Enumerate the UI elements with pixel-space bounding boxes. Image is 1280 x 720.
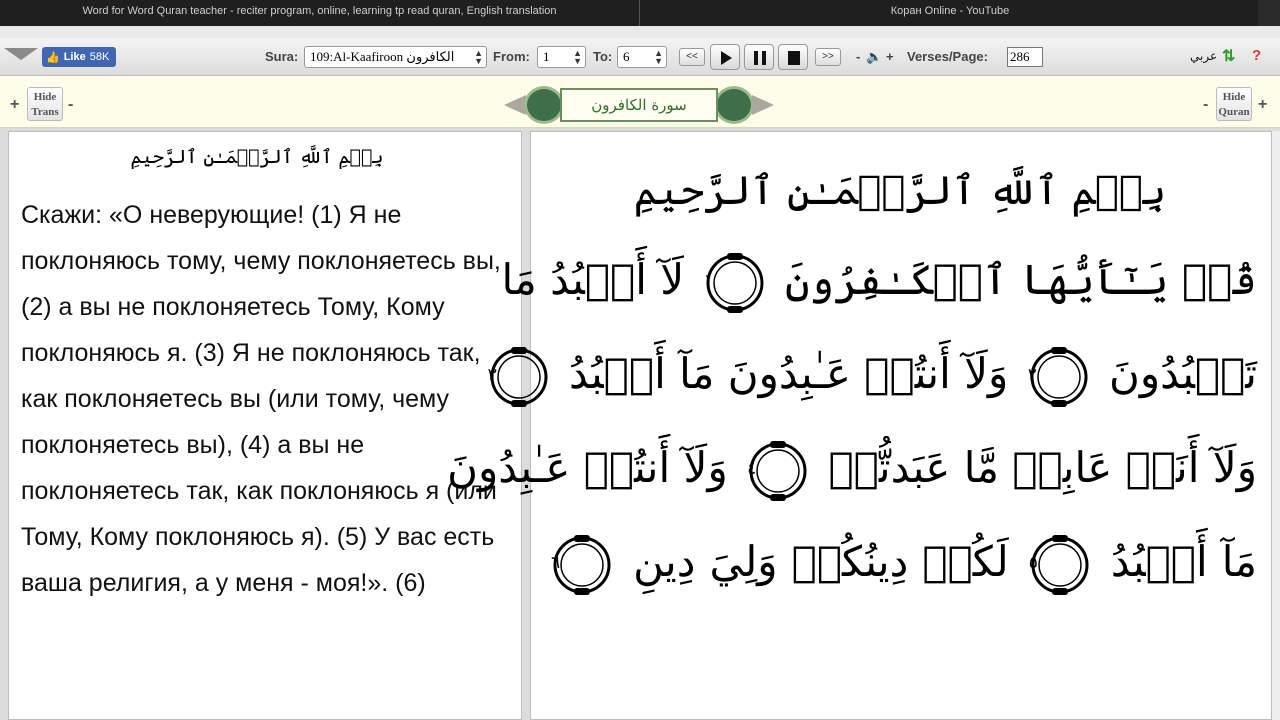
ornament-left-icon: [504, 95, 526, 115]
translation-text: Скажи: «О неверующие! (1) Я не поклоняюсь тому, чему поклоняетесь вы, (2) а вы не поклоняетесь Тому, Кому поклоняюсь я. (3) Я не поклоняюсь так, как поклоняетесь вы (или тому, чему поклоняетесь вы), (4) а вы не поклоняетесь так, как поклоняюсь я (или Тому, Кому поклоняюсь я). (5) У вас есть ваша религия, а у меня - моя!». (6): [21, 201, 501, 597]
quran-font-increase-button[interactable]: +: [1258, 96, 1268, 113]
verse-number-marker[interactable]: [747, 440, 809, 502]
like-count: 58K: [89, 51, 110, 63]
ornament-medallion-icon: [714, 86, 754, 124]
quran-line: [501, 252, 1257, 314]
play-icon: [721, 51, 732, 65]
trans-font-increase-button[interactable]: +: [10, 96, 20, 113]
verse-number: ١: [703, 271, 713, 291]
quran-line: [447, 440, 1257, 502]
speaker-icon: 🔈: [866, 49, 883, 64]
volume-up-button[interactable]: +: [886, 49, 894, 64]
verses-per-page-input[interactable]: 286: [1007, 47, 1043, 67]
volume-down-button[interactable]: -: [856, 49, 861, 64]
from-label: From:: [493, 49, 530, 64]
quran-font-decrease-button[interactable]: -: [1203, 96, 1209, 113]
quran-line: [545, 534, 1257, 596]
tab-youtube[interactable]: Коран Online - YouTube: [890, 5, 1010, 17]
facebook-like-button[interactable]: [42, 47, 116, 67]
verse-number-marker[interactable]: [1028, 346, 1090, 408]
select-updown-icon: ▲ ▼: [573, 48, 582, 66]
ornament-right-icon: [752, 95, 774, 115]
pause-button[interactable]: [744, 44, 774, 70]
trans-font-decrease-button[interactable]: -: [68, 96, 74, 113]
quran-verse-text[interactable]: لَكُمۡ دِينُكُمۡ وَلِيَ دِينِ: [633, 537, 1009, 586]
sura-title-banner: [504, 86, 774, 124]
quran-verse-text[interactable]: وَلَآ أَنَا۠ عَابِدٞ مَّا عَبَدتُّمۡ: [828, 443, 1257, 492]
new-tab-button[interactable]: [1258, 0, 1280, 26]
quran-panel: [530, 131, 1272, 720]
quran-verse-text[interactable]: مَآ أَعۡبُدُ: [1110, 537, 1257, 586]
verse-number: ٢: [1027, 365, 1037, 385]
verse-number: ٤: [747, 459, 757, 479]
tab-quran-teacher[interactable]: Word for Word Quran teacher - reciter program, online, learning tp read quran, English translation: [0, 0, 640, 26]
quran-basmala: بِسۡمِ ٱللَّهِ ٱلرَّحۡمَـٰنِ ٱلرَّحِيمِ: [633, 168, 1167, 214]
sync-icon[interactable]: ⇅: [1222, 48, 1236, 65]
browser-tab-strip: [0, 0, 1280, 26]
stop-icon: [788, 51, 800, 65]
help-icon[interactable]: ?: [1252, 47, 1262, 64]
quran-verse-text[interactable]: وَلَآ أَنتُمۡ عَـٰبِدُونَ: [447, 443, 728, 492]
quran-verse-text[interactable]: لَآ أَعۡبُدُ مَا: [501, 255, 685, 304]
menu-dropdown-icon[interactable]: [4, 48, 38, 60]
sura-select-value: 109:Al-Kaafiroon الكافرون: [310, 49, 455, 64]
verse-number-marker[interactable]: [704, 252, 766, 314]
verse-number-marker[interactable]: [551, 534, 613, 596]
hide-quran-button[interactable]: Hide Quran: [1216, 87, 1252, 121]
sura-name: سورة الكافرون: [560, 88, 718, 122]
previous-button[interactable]: <<: [679, 48, 705, 66]
verse-number: ٦: [551, 553, 561, 573]
verse-number-marker[interactable]: [488, 346, 550, 408]
sura-select[interactable]: [304, 46, 487, 68]
sura-label: Sura:: [265, 49, 299, 64]
verse-number-marker[interactable]: [1029, 534, 1091, 596]
translation-basmala: بِسۡمِ ٱللَّهِ ٱلرَّحۡمَـٰنِ ٱلرَّحِيمِ: [130, 146, 384, 168]
from-select-value: 1: [543, 49, 550, 64]
verse-number: ٣: [487, 365, 497, 385]
to-select-value: 6: [623, 49, 630, 64]
arabic-toggle-link[interactable]: عربي: [1190, 49, 1218, 63]
thumbs-up-icon: 👍: [46, 51, 60, 64]
from-select[interactable]: [537, 46, 586, 68]
hide-trans-button[interactable]: Hide Trans: [27, 87, 63, 121]
quran-line: [487, 346, 1257, 408]
quran-verse-text[interactable]: تَعۡبُدُونَ: [1109, 349, 1257, 398]
quran-verse-text[interactable]: قُلۡ يَـٰٓأَيُّهَا ٱلۡكَـٰفِرُونَ: [784, 255, 1257, 304]
to-select[interactable]: [617, 46, 667, 68]
verse-number: ٥: [1028, 553, 1038, 573]
like-label: Like: [63, 51, 86, 63]
select-updown-icon: ▲ ▼: [654, 48, 663, 66]
quran-verse-text[interactable]: وَلَآ أَنتُمۡ عَـٰبِدُونَ مَآ أَعۡبُدُ: [568, 349, 1009, 398]
ornament-medallion-icon: [524, 86, 564, 124]
verses-per-page-label: Verses/Page:: [907, 49, 988, 64]
play-button[interactable]: [710, 44, 740, 70]
toolbar-top-edge: [0, 26, 1280, 38]
scrollbar[interactable]: [1272, 131, 1280, 720]
pause-icon: [762, 51, 766, 65]
pause-icon: [754, 51, 758, 65]
to-label: To:: [593, 49, 613, 64]
stop-button[interactable]: [778, 44, 808, 70]
select-updown-icon: ▲ ▼: [474, 48, 483, 66]
next-button[interactable]: >>: [815, 48, 841, 66]
